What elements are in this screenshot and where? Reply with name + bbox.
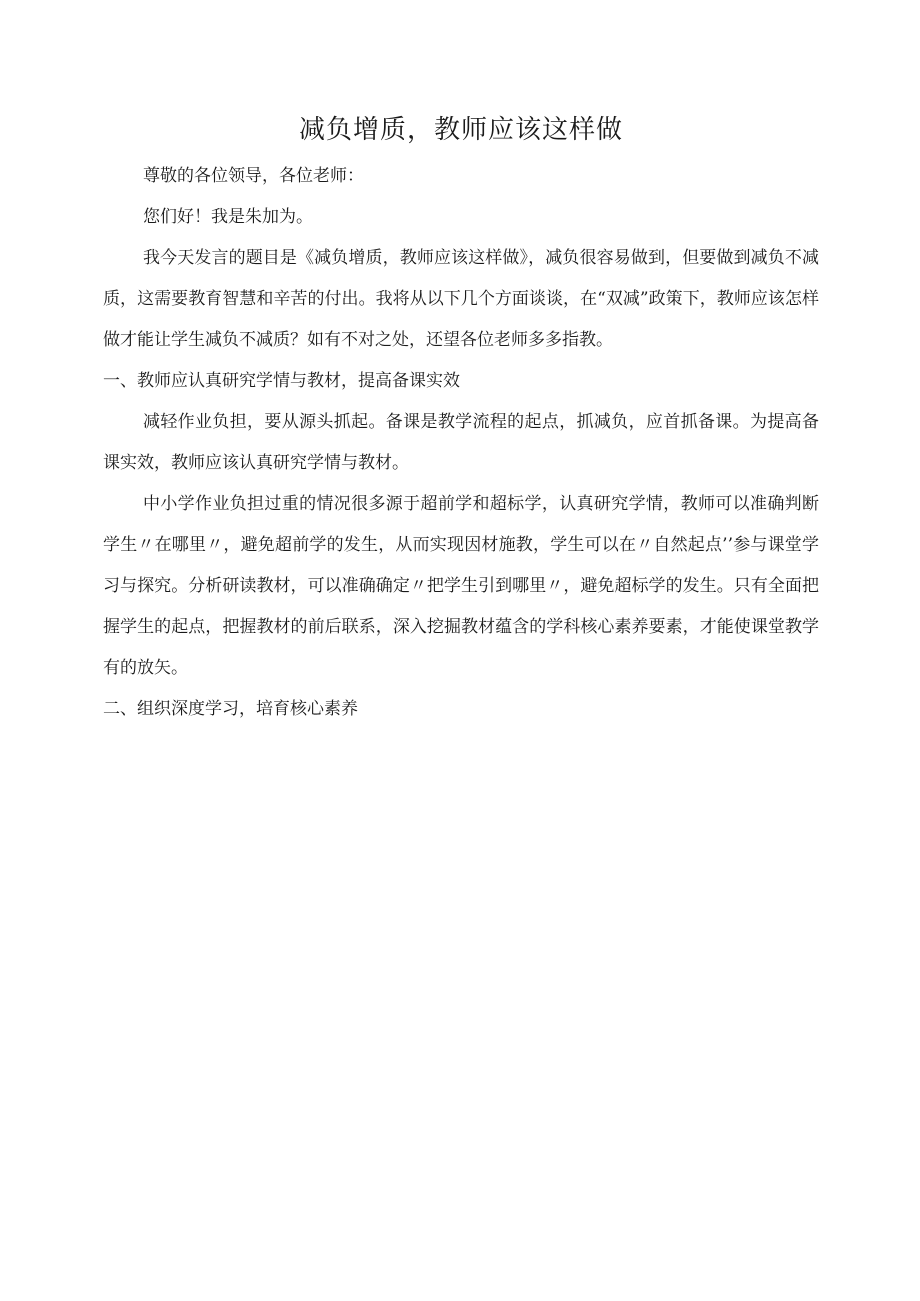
intro-paragraph: 我今天发言的题目是《减负增质，教师应该这样做》，减负很容易做到，但要做到减负不减质，这需要教育智慧和辛苦的付出。我将从以下几个方面谈谈，在“双减”政策下，教师应该怎样做才能让学生减负不减质？如有不对之处，还望各位老师多多指教。 <box>103 248 819 350</box>
document-title: 减负增质，教师应该这样做 <box>298 115 623 145</box>
section1-paragraph-2: 中小学作业负担过重的情况很多源于超前学和超标学，认真研究学情，教师可以准确判断学生〃在哪里〃，避免超前学的发生，从而实现因材施教，学生可以在〃自然起点’’参与课堂学习与探究。分析研读教材，可以准确确定〃把学生引到哪里〃，避免超标学的发生。只有全面把握学生的起点，把握教材的前后联系，深入挖掘教材蕴含的学科核心素养要素，才能使课堂教学有的放矢。 <box>103 494 819 678</box>
hello-paragraph: 您们好！我是朱加为。 <box>143 207 313 227</box>
greeting-paragraph: 尊敬的各位领导，各位老师： <box>143 166 364 186</box>
section1-paragraph-1: 减轻作业负担，要从源头抓起。备课是教学流程的起点，抓减负，应首抓备课。为提高备课实效，教师应该认真研究学情与教材。 <box>103 412 819 473</box>
document-page <box>103 110 819 730</box>
section2-heading: 二、组织深度学习，培育核心素养 <box>103 699 358 719</box>
section1-heading: 一、教师应认真研究学情与教材，提高备课实效 <box>103 371 460 391</box>
